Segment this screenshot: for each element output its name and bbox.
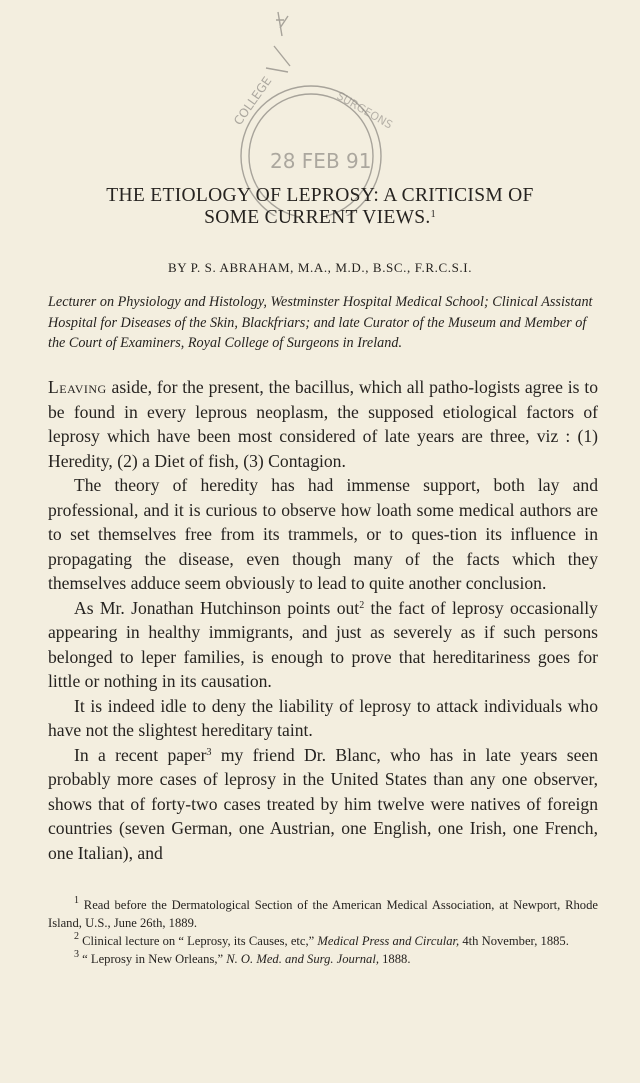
paragraph-5: In a recent paper$^3$ my friend Dr. Blanc, who has in late years seen probably more cases of leprosy in the United States than any one observer, shows that of forty-two cases treated by him twelve were natives of foreign countries (seven German, one Austrian, one English, one Irish, one French, one Italian), and [48, 744, 598, 863]
article-body [48, 375, 598, 865]
footnote-ref-3: 3 [206, 746, 212, 758]
paragraph-3: As Mr. Jonathan Hutchinson points out$^2$ the fact of leprosy occasionally appearing in healthy immigrants, and just as severely as if such persons belonged to leper families, is enough to prove that hereditariness goes for little or nothing in its causation. [48, 597, 598, 691]
author-affiliation: Lecturer on Physiology and Histology, Westminster Hospital Medical School; Clinical Assistant Hospital for Diseases of the Skin, Blackfriars; and late Curator of the Museum and Member of the Court of Examiners, Royal College of Surgeons in Ireland. [48, 294, 593, 351]
article-title-line-1: THE ETIOLOGY OF LEPROSY: A CRITICISM OF [106, 185, 534, 206]
article-title-line-2: SOME CURRENT VIEWS.$^1$ [204, 207, 436, 228]
footnote-1: $^1$ Read before the Dermatological Section of the American Medical Association, at Newport, Rhode Island, U.S., June 26th, 1889. [48, 895, 598, 930]
svg-text:SURGEONS: SURGEONS [334, 89, 395, 132]
footnote-2: $^2$ Clinical lecture on “ Leprosy, its Causes, etc,” Medical Press and Circular, 4th November, 1885. [74, 931, 569, 948]
footnotes [48, 896, 598, 968]
svg-text:28 FEB 91: 28 FEB 91 [270, 149, 372, 173]
paragraph-4: It is indeed idle to deny the liability of leprosy to attack individuals who have not the slightest hereditary taint. [48, 695, 598, 740]
drop-lead-word: Leaving [48, 377, 107, 397]
footnote-3: $^3$ “ Leprosy in New Orleans,” N. O. Med. and Surg. Journal, 1888. [74, 949, 411, 966]
title-footnote-ref: 1 [430, 209, 436, 220]
paragraph-2: The theory of heredity has had immense support, both lay and professional, and it is curious to observe how loath some medical authors are to set themselves free from its trammels, or to ques-tion its influence in propagating the disease, even though many of the facts which they themselves adduce seem obviously to lead to quite another conclusion. [48, 475, 598, 593]
footnote-ref-2: 2 [359, 599, 365, 611]
paragraph-1: Leaving aside, for the present, the bacillus, which all patho-logists agree is to be found in every leprous neoplasm, the supposed etiological factors of leprosy which have been most considered of late years are three, viz : (1) Heredity, (2) a Diet of fish, (3) Contagion. [48, 377, 598, 471]
author-byline: BY P. S. ABRAHAM, M.A., M.D., B.SC., F.R.C.S.I. [167, 260, 473, 275]
svg-text:COLLEGE: COLLEGE [230, 74, 275, 128]
